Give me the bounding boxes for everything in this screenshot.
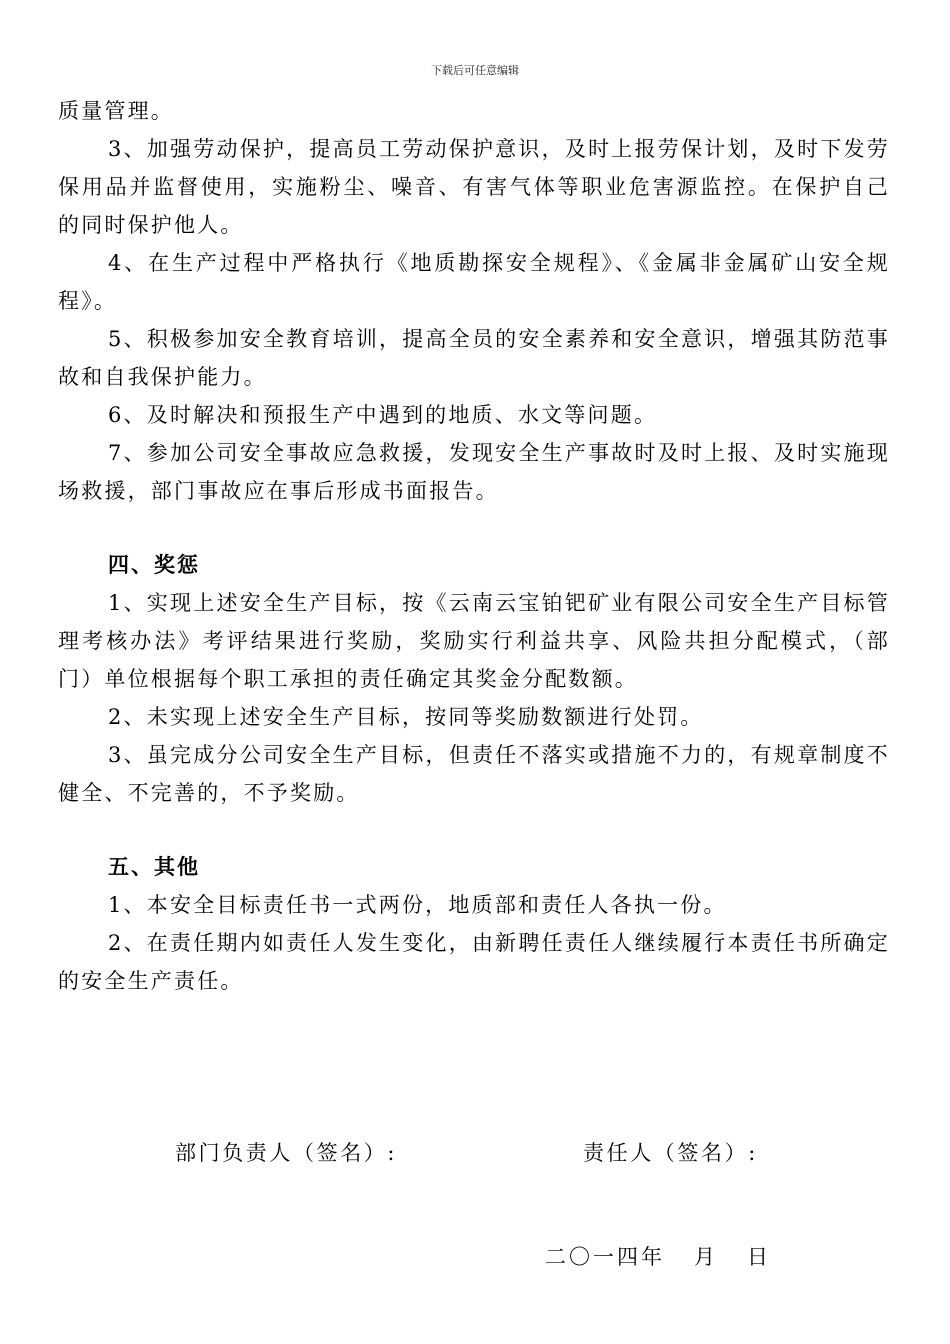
paragraph-item-4: 4、在生产过程中严格执行《地质勘探安全规程》、《金属非金属矿山安全规程》。 (58, 251, 890, 313)
paragraph-item-5: 5、积极参加安全教育培训，提高全员的安全素养和安全意识，增强其防范事故和自我保护能力。 (58, 327, 890, 389)
section-spacer (58, 510, 890, 546)
section-heading-rewards: 四、奖惩 (108, 552, 200, 577)
paragraph-item-6: 6、及时解决和预报生产中遇到的地质、水文等问题。 (108, 403, 658, 427)
section-heading-other: 五、其他 (108, 854, 200, 879)
paragraph-continuation: 质量管理。 (58, 99, 174, 123)
paragraph-item-3: 3、加强劳动保护，提高员工劳动保护意识，及时上报劳保计划，及时下发劳保用品并监督使用，实施粉尘、噪音、有害气体等职业危害源监控。在保护自己的同时保护他人。 (58, 137, 890, 237)
responsible-person-signature-label: 责任人（签名）: (583, 1141, 758, 1165)
other-item-2: 2、在责任期内如责任人发生变化，由新聘任责任人继续履行本责任书所确定的安全生产责任。 (58, 931, 890, 993)
rewards-item-3: 3、虽完成分公司安全生产目标，但责任不落实或措施不力的，有规章制度不健全、不完善的，不予奖励。 (58, 743, 890, 805)
other-item-1: 1、本安全目标责任书一式两份，地质部和责任人各执一份。 (108, 893, 727, 917)
date-line: 二〇一四年 月 日 (545, 1245, 772, 1269)
section-spacer (58, 812, 890, 848)
rewards-item-2: 2、未实现上述安全生产目标，按同等奖励数额进行处罚。 (108, 705, 704, 729)
department-head-signature-label: 部门负责人（签名）: (175, 1141, 398, 1165)
paragraph-item-7: 7、参加公司安全事故应急救援，发现安全生产事故时及时上报、及时实施现场救援，部门事故应在事后形成书面报告。 (58, 441, 890, 503)
rewards-item-1: 1、实现上述安全生产目标，按《云南云宝铂钯矿业有限公司安全生产目标管理考核办法》考评结果进行奖励，奖励实行利益共享、风险共担分配模式，（部门）单位根据每个职工承担的责任确定其奖金分配数额。 (58, 591, 890, 691)
document-body (58, 92, 890, 1000)
header-note: 下载后可任意编辑 (431, 64, 519, 77)
